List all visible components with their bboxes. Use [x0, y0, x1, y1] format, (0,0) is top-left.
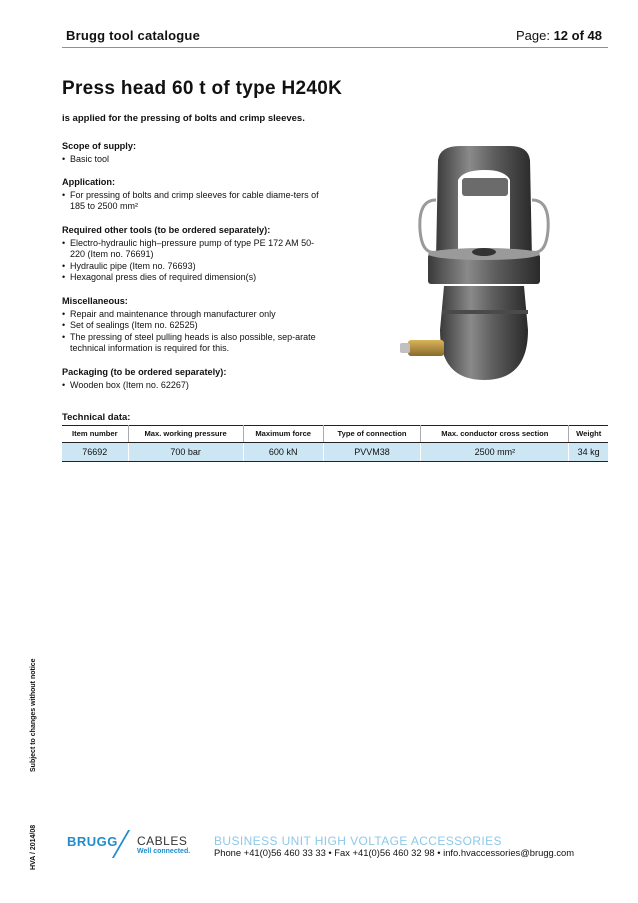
list-item: • Repair and maintenance through manufacturer only: [62, 309, 322, 321]
section-packaging: [62, 367, 322, 391]
catalogue-name: Brugg tool catalogue: [66, 28, 200, 43]
list-item: • Hydraulic pipe (Item no. 76693): [62, 261, 322, 273]
table-cell: 2500 mm²: [421, 443, 569, 462]
header-rule: [62, 47, 608, 48]
contact-line: Phone +41(0)56 460 33 33 • Fax +41(0)56 460 32 98 • info.hvaccessories@brugg.com: [214, 847, 575, 858]
column-header: Weight: [569, 426, 608, 443]
list-item: • Wooden box (Item no. 62267): [62, 380, 322, 392]
page-label: Page:: [515, 28, 550, 43]
side-disclaimer: [30, 652, 42, 772]
list-item: • For pressing of bolts and crimp sleeves for cable diame-ters of 185 to 2500 mm²: [62, 190, 322, 213]
section-heading: Scope of supply:: [62, 141, 137, 151]
technical-data-table: [62, 425, 608, 462]
disclaimer-text: Subject to changes without notice: [30, 658, 37, 772]
section-heading: Required other tools (to be ordered separately):: [62, 224, 271, 235]
logo-brand: BRUGG: [67, 834, 118, 849]
list-item: • Set of sealings (Item no. 62525): [62, 320, 322, 332]
table-header-row: [62, 426, 608, 443]
logo-word: CABLES: [137, 834, 188, 848]
section-heading: Application:: [62, 177, 116, 188]
page-value: 12 of 48: [553, 28, 602, 43]
press-head-photo: [400, 140, 560, 390]
section-miscellaneous: [62, 296, 322, 355]
column-header: Max. working pressure: [128, 426, 243, 443]
doc-code-text: HVA / 2014/08: [30, 824, 37, 870]
section-heading: Packaging (to be ordered separately):: [62, 366, 227, 377]
column-header: Max. conductor cross section: [421, 426, 569, 443]
brugg-cables-logo: [62, 830, 202, 860]
page-indicator: [516, 28, 602, 43]
table-cell: PVVM38: [323, 443, 421, 462]
section-required-tools: [62, 225, 322, 284]
table-cell: 600 kN: [243, 443, 323, 462]
intro-text: is applied for the pressing of bolts and crimp sleeves.: [62, 113, 305, 124]
list-item: • Electro-hydraulic high–pressure pump of type PE 172 AM 50-220 (Item no. 76691): [62, 238, 322, 261]
page-title: Press head 60 t of type H240K: [62, 78, 343, 99]
table-row: [62, 443, 608, 462]
list-item: • Hexagonal press dies of required dimension(s): [62, 272, 322, 284]
technical-data-heading: Technical data:: [62, 412, 131, 423]
section-heading: Miscellaneous:: [62, 295, 128, 306]
table-cell: 34 kg: [569, 443, 608, 462]
section-scope: [62, 141, 322, 165]
logo-tagline: Well connected.: [137, 848, 191, 855]
table-cell: 76692: [62, 443, 128, 462]
list-item: • Basic tool: [62, 154, 322, 166]
spec-sections: [62, 141, 322, 403]
business-unit: BUSINESS UNIT HIGH VOLTAGE ACCESSORIES: [214, 834, 502, 848]
column-header: Type of connection: [323, 426, 421, 443]
column-header: Item number: [62, 426, 128, 443]
list-item: • The pressing of steel pulling heads is also possible, sep-arate technical information is required for this.: [62, 332, 322, 355]
section-application: [62, 177, 322, 213]
side-doc-code: [30, 800, 42, 870]
column-header: Maximum force: [243, 426, 323, 443]
table-cell: 700 bar: [128, 443, 243, 462]
